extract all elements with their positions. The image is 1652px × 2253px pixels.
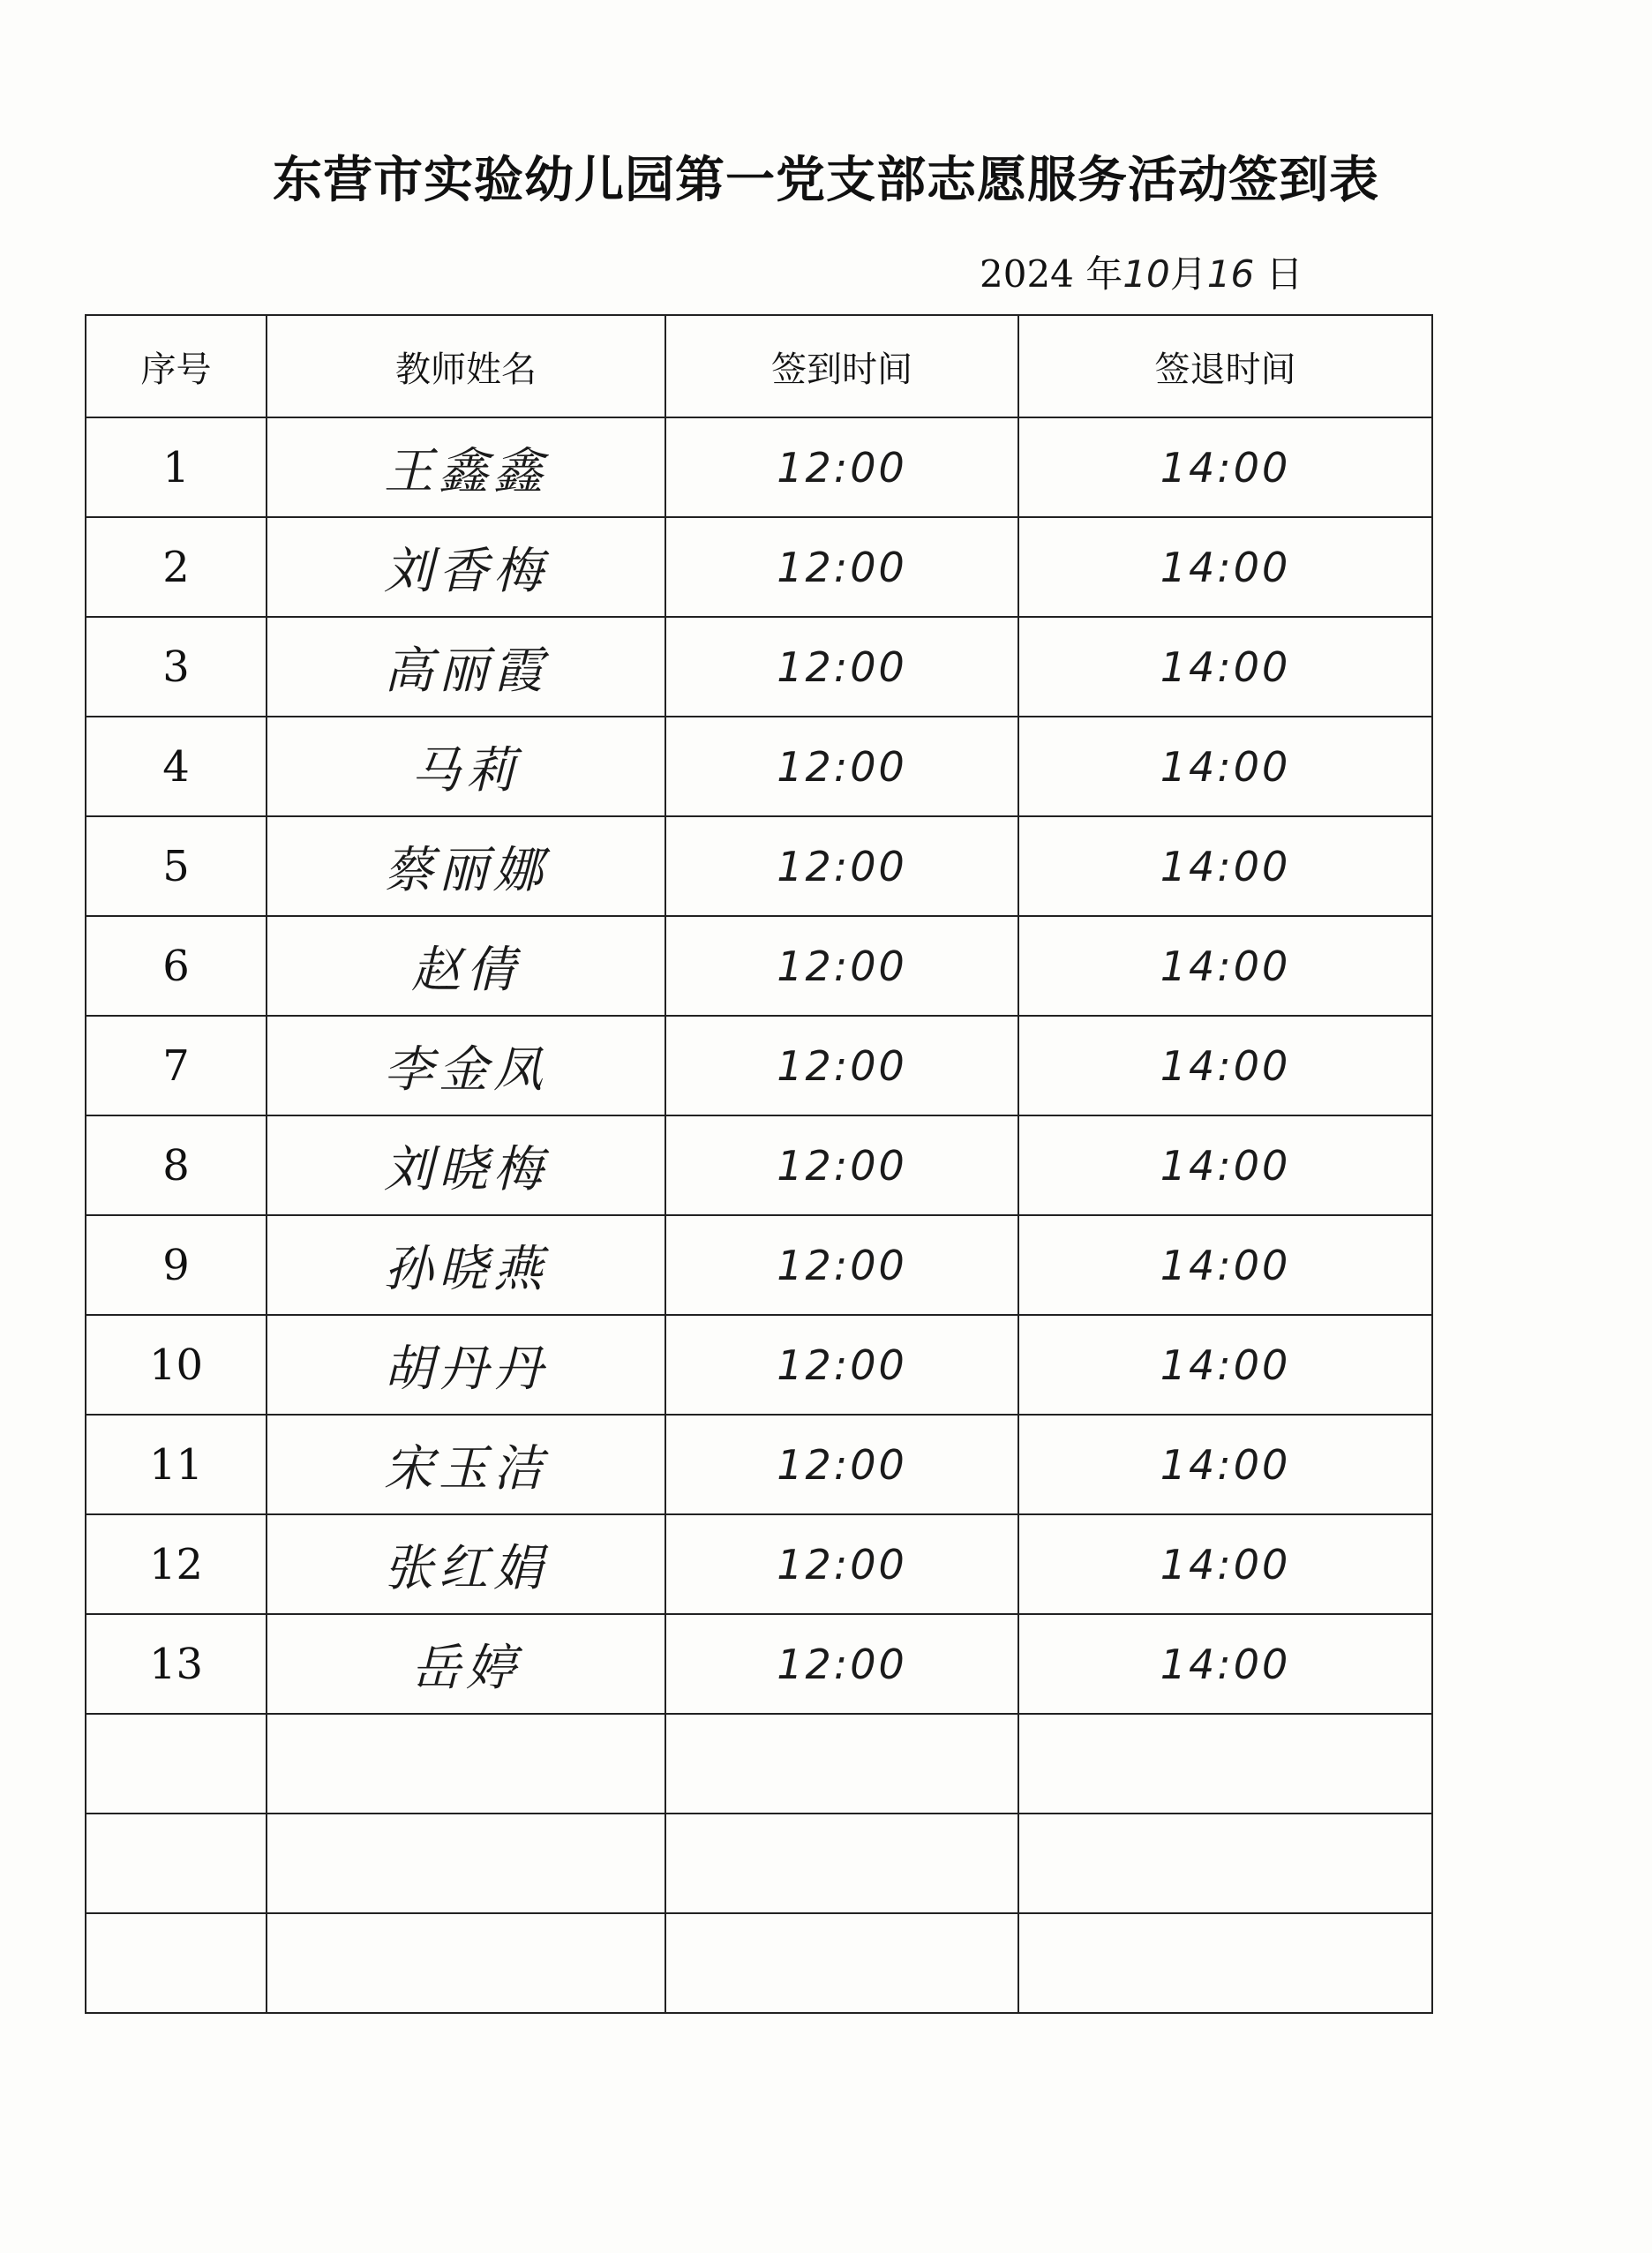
table-row (86, 1016, 1432, 1115)
sign-out-time-cell: 14:00 (1018, 816, 1432, 916)
serial-number-cell: 2 (86, 517, 267, 617)
sign-in-time-cell (665, 1714, 1018, 1814)
serial-number-cell: 1 (86, 417, 267, 517)
teacher-name-signature: 马莉 (267, 717, 665, 816)
date-month-unit: 月 (1169, 252, 1207, 296)
page-title: 东营市实验幼儿园第一党支部志愿服务活动签到表 (273, 152, 1379, 209)
date-day-unit: 日 (1265, 252, 1303, 296)
sign-out-time-cell: 14:00 (1018, 717, 1432, 816)
sign-out-time-cell: 14:00 (1018, 1016, 1432, 1115)
sign-in-sheet (85, 314, 1433, 2014)
sign-in-time-cell: 12:00 (665, 517, 1018, 617)
table-row (86, 816, 1432, 916)
serial-number-cell: 13 (86, 1614, 267, 1714)
teacher-name-signature: 李金凤 (267, 1016, 665, 1115)
sign-in-time-cell: 12:00 (665, 1514, 1018, 1614)
teacher-name-signature: 孙晓燕 (267, 1215, 665, 1315)
sign-out-time-cell: 14:00 (1018, 1514, 1432, 1614)
teacher-name-signature: 张红娟 (267, 1514, 665, 1614)
sign-out-time-cell: 14:00 (1018, 617, 1432, 717)
serial-number-cell (86, 1913, 267, 2013)
date-day: 16 (1206, 252, 1255, 296)
serial-number-cell: 11 (86, 1415, 267, 1514)
teacher-name-signature: 赵倩 (267, 916, 665, 1016)
table-row (86, 1614, 1432, 1714)
sign-in-time-cell: 12:00 (665, 1415, 1018, 1514)
serial-number-cell: 7 (86, 1016, 267, 1115)
serial-number-cell: 10 (86, 1315, 267, 1415)
sign-in-time-cell (665, 1913, 1018, 2013)
sign-out-time-cell (1018, 1913, 1432, 2013)
table-row (86, 417, 1432, 517)
sign-out-time-cell: 14:00 (1018, 1115, 1432, 1215)
table-row (86, 517, 1432, 617)
serial-number-cell: 6 (86, 916, 267, 1016)
date-year-unit: 年 (1085, 252, 1123, 296)
sign-in-time-cell: 12:00 (665, 717, 1018, 816)
header-teacher-name: 教师姓名 (267, 315, 665, 417)
teacher-name-signature: 刘晓梅 (267, 1115, 665, 1215)
sign-in-time-cell: 12:00 (665, 1215, 1018, 1315)
header-serial-number: 序号 (86, 315, 267, 417)
table-row (86, 1315, 1432, 1415)
serial-number-cell: 12 (86, 1514, 267, 1614)
serial-number-cell: 9 (86, 1215, 267, 1315)
sign-out-time-cell: 14:00 (1018, 1614, 1432, 1714)
teacher-name-signature: 刘香梅 (267, 517, 665, 617)
sign-out-time-cell (1018, 1814, 1432, 1913)
date-year: 2024 (980, 252, 1074, 296)
sign-in-time-cell: 12:00 (665, 1614, 1018, 1714)
sign-in-time-cell: 12:00 (665, 1115, 1018, 1215)
sign-in-time-cell (665, 1814, 1018, 1913)
teacher-name-signature: 蔡丽娜 (267, 816, 665, 916)
sign-out-time-cell (1018, 1714, 1432, 1814)
sign-out-time-cell: 14:00 (1018, 1315, 1432, 1415)
sign-in-time-cell: 12:00 (665, 1315, 1018, 1415)
table-row (86, 1814, 1432, 1913)
serial-number-cell: 4 (86, 717, 267, 816)
sign-out-time-cell: 14:00 (1018, 417, 1432, 517)
sign-out-time-cell: 14:00 (1018, 1415, 1432, 1514)
teacher-name-signature (267, 1814, 665, 1913)
sign-out-time-cell: 14:00 (1018, 517, 1432, 617)
date-month: 10 (1123, 252, 1170, 296)
teacher-name-signature (267, 1913, 665, 2013)
sign-out-time-cell: 14:00 (1018, 1215, 1432, 1315)
sign-in-time-cell: 12:00 (665, 617, 1018, 717)
table-row (86, 717, 1432, 816)
table-row (86, 1115, 1432, 1215)
table-row (86, 1215, 1432, 1315)
header-sign-in-time: 签到时间 (665, 315, 1018, 417)
serial-number-cell: 8 (86, 1115, 267, 1215)
teacher-name-signature (267, 1714, 665, 1814)
sign-in-time-cell: 12:00 (665, 417, 1018, 517)
table-row (86, 1913, 1432, 2013)
sign-date (980, 245, 1303, 298)
teacher-name-signature: 王鑫鑫 (267, 417, 665, 517)
table-row (86, 1714, 1432, 1814)
teacher-name-signature: 宋玉洁 (267, 1415, 665, 1514)
sign-in-time-cell: 12:00 (665, 816, 1018, 916)
table-row (86, 617, 1432, 717)
sign-in-time-cell: 12:00 (665, 916, 1018, 1016)
sign-out-time-cell: 14:00 (1018, 916, 1432, 1016)
teacher-name-signature: 胡丹丹 (267, 1315, 665, 1415)
teacher-name-signature: 高丽霞 (267, 617, 665, 717)
header-sign-out-time: 签退时间 (1018, 315, 1432, 417)
serial-number-cell: 3 (86, 617, 267, 717)
table-row (86, 1514, 1432, 1614)
serial-number-cell: 5 (86, 816, 267, 916)
header-row (86, 315, 1432, 417)
serial-number-cell (86, 1814, 267, 1913)
sign-in-table (85, 314, 1433, 2014)
sign-in-time-cell: 12:00 (665, 1016, 1018, 1115)
teacher-name-signature: 岳婷 (267, 1614, 665, 1714)
table-row (86, 916, 1432, 1016)
serial-number-cell (86, 1714, 267, 1814)
table-row (86, 1415, 1432, 1514)
